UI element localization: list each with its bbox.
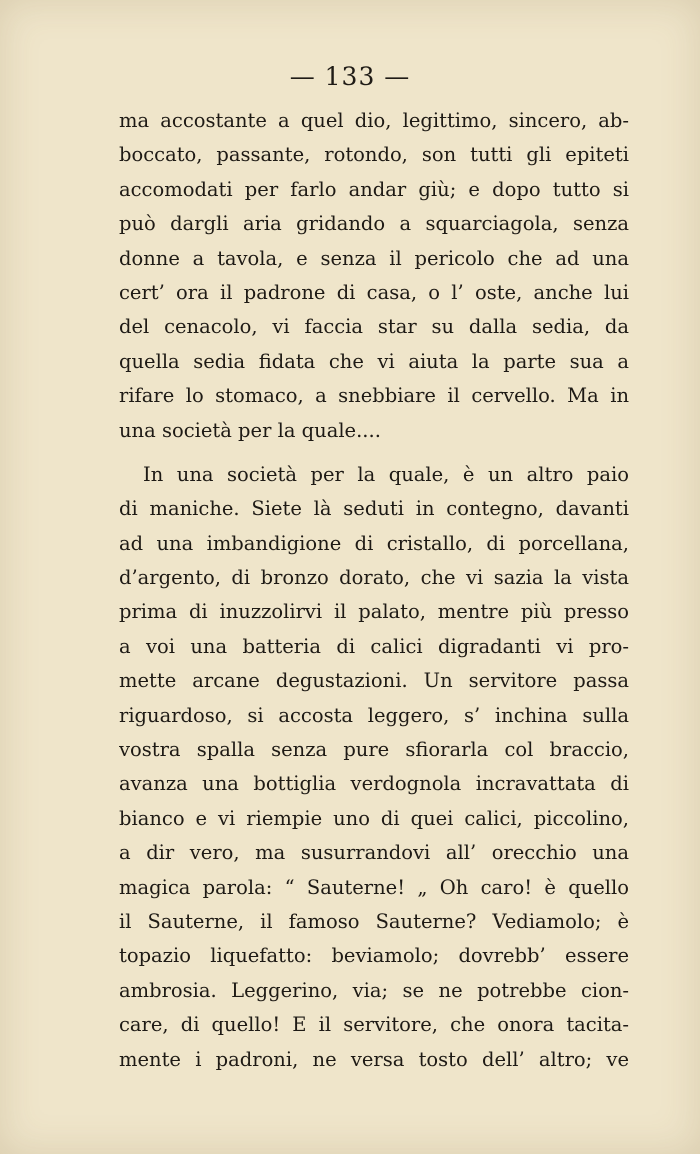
page-number: — 133 —	[289, 62, 411, 91]
text-line: ad una imbandigione di cristallo, di porcellana,	[119, 531, 629, 555]
text-line: boccato, passante, rotondo, son tutti gli epiteti	[119, 143, 629, 167]
text-line: mette arcane degustazioni. Un servitore passa	[119, 669, 629, 693]
paragraph-gap	[119, 448, 629, 458]
text-line: di maniche. Siete là seduti in contegno, davanti	[119, 497, 629, 521]
text-line: una società per la quale....	[119, 418, 381, 442]
text-line: avanza una bottiglia verdognola incravattata di	[119, 772, 629, 796]
text-line: ambrosia. Leggerino, via; se ne potrebbe cion-	[119, 978, 629, 1002]
text-line: bianco e vi riempie uno di quei calici, piccolino,	[119, 806, 629, 830]
text-line: rifare lo stomaco, a snebbiare il cervello. Ma in	[119, 384, 629, 408]
text-line: mente i padroni, ne versa tosto dell’ altro; ve	[119, 1047, 629, 1071]
paragraph-2	[119, 458, 629, 1077]
text-line: può dargli aria gridando a squarciagola, senza	[119, 212, 629, 236]
text-line: magica parola: “ Sauterne! „ Oh caro! è quello	[119, 875, 629, 899]
text-line: a voi una batteria di calici digradanti vi pro-	[119, 634, 629, 658]
text-line: care, di quello! E il servitore, che onora tacita-	[119, 1013, 629, 1037]
text-line: cert’ ora il padrone di casa, o l’ oste, anche lui	[119, 280, 629, 304]
text-line: a dir vero, ma susurrandovi all’ orecchio una	[119, 841, 629, 865]
paragraph-1	[119, 104, 629, 448]
page-body	[119, 104, 629, 1077]
text-line: quella sedia fidata che vi aiuta la parte sua a	[119, 349, 629, 373]
text-line: il Sauterne, il famoso Sauterne? Vediamolo; è	[119, 909, 629, 933]
text-line: ma accostante a quel dio, legittimo, sincero, ab-	[119, 109, 629, 132]
text-line: accomodati per farlo andar giù; e dopo tutto si	[119, 177, 629, 201]
text-line: del cenacolo, vi faccia star su dalla sedia, da	[119, 315, 629, 339]
text-line: In una società per la quale, è un altro paio	[143, 462, 629, 486]
text-line: topazio liquefatto: beviamolo; dovrebb’ essere	[119, 944, 629, 968]
text-line: donne a tavola, e senza il pericolo che ad una	[119, 246, 629, 270]
text-line: d’argento, di bronzo dorato, che vi sazia la vista	[119, 566, 629, 590]
text-line: vostra spalla senza pure sfiorarla col braccio,	[119, 738, 629, 762]
text-line: riguardoso, si accosta leggero, s’ inchina sulla	[119, 703, 629, 727]
text-line: prima di inuzzolirvi il palato, mentre più presso	[119, 600, 629, 624]
